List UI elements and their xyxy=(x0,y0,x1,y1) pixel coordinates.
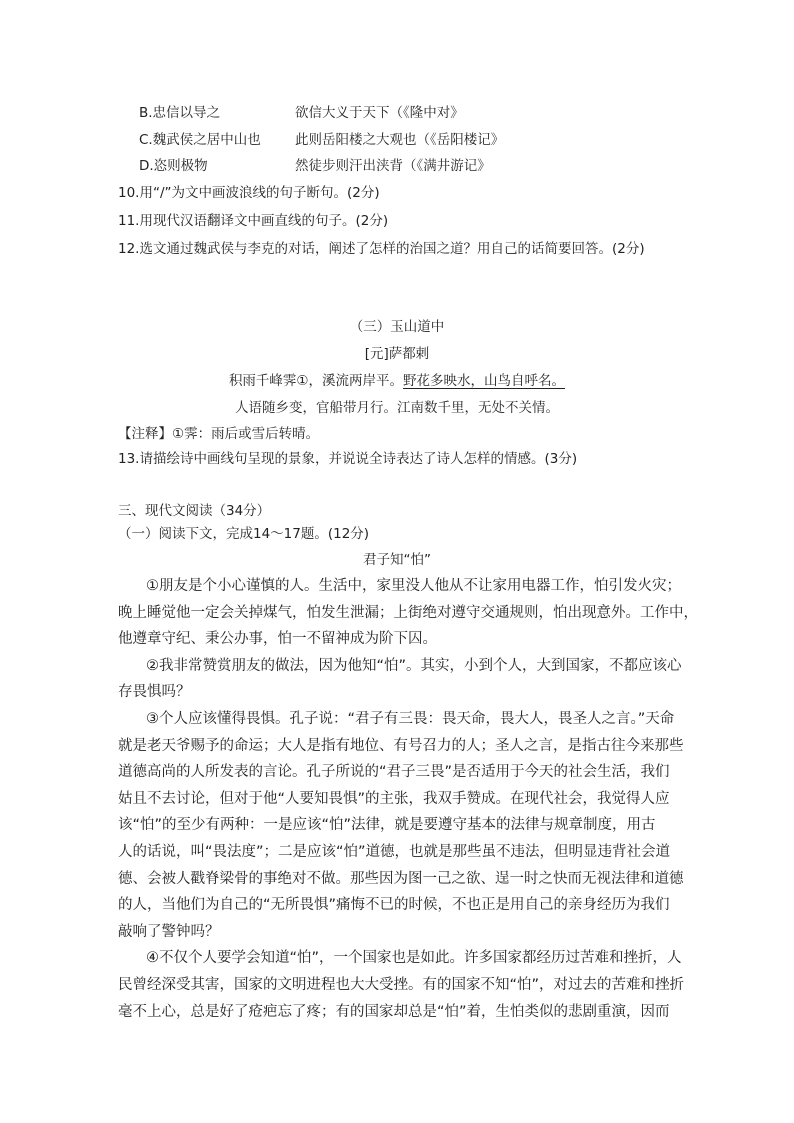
poem-author: [元]萨都剌 xyxy=(364,346,430,362)
paragraph-3-line: 德、会被人戳脊梁骨的事绝对不做。那些因为图一己之欲、逞一时之快而无视法律和道德 xyxy=(118,870,684,887)
poem-title: （三）玉山道中 xyxy=(349,319,445,335)
article-body xyxy=(118,573,698,1025)
poem-line-2: 人语随乡变，官船带月行。江南数千里，无处不关情。 xyxy=(235,400,559,416)
option-d-text: 然徒步则汗出浃背（《满井游记》 xyxy=(295,158,491,174)
option-c-text: 此则岳阳楼之大观也（《岳阳楼记》 xyxy=(295,132,505,148)
paragraph-1-line: 他遵章守纪、秉公办事，怕一不留神成为阶下囚。 xyxy=(118,631,437,648)
option-c-label: C.魏武侯之居中山也 xyxy=(139,132,261,148)
paragraph-3-line: 就是老天爷赐予的命运；大人是指有地位、有号召力的人；圣人之言，是指古往今来那些 xyxy=(118,737,684,754)
paragraph-3-line: 姑且不去讨论，但对于他“人要知畏惧”的主张，我双手赞成。在现代社会，我觉得人应 xyxy=(118,790,670,807)
question-11: 11.用现代汉语翻译文中画直线的句子。(2分) xyxy=(118,213,389,229)
question-12: 12.选文通过魏武侯与李克的对话，阐述了怎样的治国之道？用自己的话简要回答。(2分) xyxy=(118,241,645,257)
paragraph-2-line: ②我非常赞赏朋友的做法，因为他知“怕”。其实，小到个人，大到国家，不都应该心 xyxy=(146,657,682,674)
paragraph-3-line: 道德高尚的人所发表的言论。孔子所说的“君子三畏”是否适用于今天的社会生活，我们 xyxy=(118,764,670,781)
paragraph-4-line: 毫不上心，总是好了疮疤忘了疼；有的国家却总是“怕”着，生怕类似的悲剧重演，因而 xyxy=(118,1003,670,1020)
option-d-label: D.恣则极物 xyxy=(139,158,208,174)
paragraph-3-line: ③个人应该懂得畏惧。孔子说：“君子有三畏：畏天命，畏大人，畏圣人之言。”天命 xyxy=(146,710,675,727)
question-10: 10.用“/”为文中画波浪线的句子断句。(2分) xyxy=(118,185,380,201)
paragraph-3-line: 敲响了警钟吗？ xyxy=(118,923,220,940)
poem-line-1-plain: 积雨千峰霁①，溪流两岸平。 xyxy=(228,373,404,389)
option-b-text: 欲信大义于天下（《隆中对》 xyxy=(295,105,464,121)
poem-note: 【注释】①霁：雨后或雪后转晴。 xyxy=(118,426,320,442)
paragraph-3-line: 的人，当他们为自己的“无所畏惧”痛悔不已的时候，不也正是用自己的亲身经历为我们 xyxy=(118,897,670,914)
section-subheading: （一）阅读下文，完成14～17题。(12分) xyxy=(118,526,370,542)
paragraph-3-line: 人的话说，叫“畏法度”；二是应该“怕”道德，也就是那些虽不违法，但明显违背社会道 xyxy=(118,843,671,860)
article-title: 君子知“怕” xyxy=(363,552,431,568)
poem-line-1 xyxy=(0,372,794,390)
paragraph-1-line: ①朋友是个小心谨慎的人。生活中，家里没人他从不让家用电器工作，怕引发火灾； xyxy=(146,578,681,594)
paragraph-4-line: 民曾经深受其害，国家的文明进程也大大受挫。有的国家不知“怕”，对过去的苦难和挫折 xyxy=(118,976,685,993)
option-b-label: B.忠信以导之 xyxy=(139,105,221,121)
poem-line-1-underlined: 野花多映水，山鸟自呼名。 xyxy=(403,373,566,389)
section-heading: 三、现代文阅读（34分） xyxy=(118,503,271,519)
question-13: 13.请描绘诗中画线句呈现的景象，并说说全诗表达了诗人怎样的情感。(3分) xyxy=(118,451,578,467)
paragraph-2-line: 存畏惧吗？ xyxy=(118,684,191,701)
paragraph-4-line: ④不仅个人要学会知道“怕”，一个国家也是如此。许多国家都经历过苦难和挫折，人 xyxy=(146,950,682,967)
paragraph-3-line: 该“怕”的至少有两种：一是应该“怕”法律，就是要遵守基本的法律与规章制度，用古 xyxy=(118,817,656,834)
paragraph-1-line: 晚上睡觉他一定会关掉煤气，怕发生泄漏；上街绝对遵守交通规则，怕出现意外。工作中， xyxy=(118,604,698,621)
